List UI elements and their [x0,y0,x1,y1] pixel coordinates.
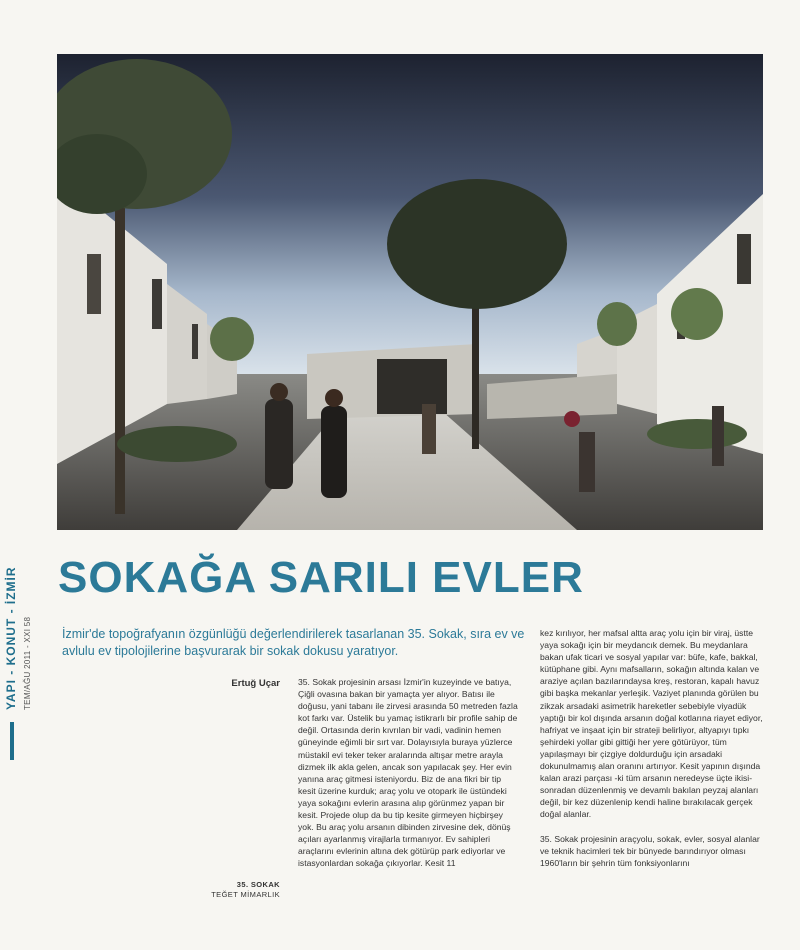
body-column-middle [298,676,520,882]
issue-info: TEM/AĞU 2011 - XXI 58 [23,616,32,710]
article-title: SOKAĞA SARILI EVLER [58,553,584,602]
caption-project: 35. SOKAK [236,880,280,889]
body-paragraph: kez kırılıyor, her mafsal altta araç yolu için bir viraj, üstte yaya sokağı için bir meydancık demek. Bu meydanlara bakan ufak ticari ve sosyal yapılar var: büfe, kafe, bakkal, kütüphane gibi. Aynı mafsalların, sokağın altında kalan ve araziye açılan bazılarındaysa kreş, restoran, kapalı havuz gibi başka mekanlar yerleşik. Vaziyet planında görülen bu zikzak arsadaki asimetrik hareketler sebebiyle viyadük yaptığı bir kol dışında arsanın doğal kotlarına riayet ediyor, hafriyat ve inşaat için bir strateji belirliyor, altyapıyı tıpkı şehirdeki yollar gibi gittiği her yere götürüyor, tüm yapılaşmayı bir çizgiye doldurduğu için arsadaki dokunulmamış alan oranını artırıyor. Kesit yapının dışında kalan arazi parçası -ki tüm arsanın neredeyse üçte ikisi- sonradan düzenlenmiş ve devamlı bakılan peyzaj alanları değil, bir kez düzenlenip kendi haline bırakılacak gerçek doğal alanlar. [540,628,763,820]
author-name: Ertuğ Uçar [231,678,280,689]
article-lead: İzmir'de topoğrafyanın özgünlüğü değerlendirilerek tasarlanan 35. Sokak, sıra ev ve avlulu ev tipolojilerine başvurarak bir sokak dokusu yaratıyor. [62,627,525,658]
hero-rendering [57,54,763,530]
body-paragraph: 35. Sokak projesinin araçyolu, sokak, evler, sosyal alanlar ve teknik hacimleri tek bir bünyede barındırıyor olması 1960'ların bir şehrin tüm fonksiyonlarını [540,833,760,868]
body-paragraph: 35. Sokak projesinin arsası İzmir'in kuzeyinde ve batıya, Çiğli ovasına bakan bir yamaçta yer alıyor. Batısı ile doğusu, yani tabanı ile zirvesi arasında 50 metreden fazla kot farkı var. Üstelik bu yamaç istikrarlı bir profile sahip de değil. Ortasında derin kıvrılan bir vadi, vadinin hemen güneyinde eğimli bir sırt var. Dolayısıyla buraya yüzlerce müstakil evi teker teker aralarında altışar metre arayla dizmek ilk akla gelen, ancak son yapılacak şey. Her evin yanına araç gitmesi isteniyordu. Biz de ana fikri bir tip kesit üzerine kurduk; araç yolu ve otopark ile üstündeki yaya sokağını evlerin arasına alıp görünmez yapan bir kesit. Projede olup da bu tip kesite girmeyen hiçbirşey yok. Bu araç yolu arsanın dibinden zirvesine dek, dönüş açıları ayarlanmış virajlarla tırmanıyor. Ev sahipleri araçlarını evlerinin altına dek götürüp park ediyorlar ve istasyonlardan sokağa çıkıyorlar. Kesit 11 [298,677,518,869]
street-rendering-image [57,54,763,530]
section-title: YAPI - KONUT - İZMİR [4,566,18,710]
body-column-right [540,627,768,881]
section-label [4,460,40,760]
image-caption [192,880,280,900]
caption-office: TEĞET MİMARLIK [211,890,280,899]
section-accent-bar [10,722,14,760]
